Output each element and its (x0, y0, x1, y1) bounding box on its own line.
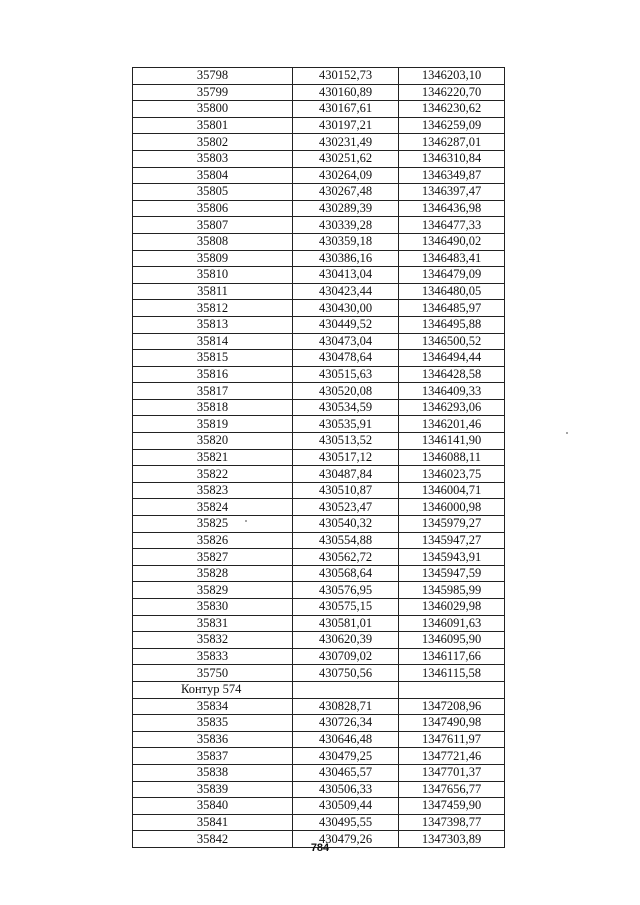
point-number-cell: 35834 (133, 698, 293, 715)
point-number-cell: 35826 (133, 532, 293, 549)
table-row (133, 84, 505, 101)
point-number-cell: 35837 (133, 748, 293, 765)
x-coordinate-cell: 430523,47 (293, 499, 399, 516)
point-number-cell: 35839 (133, 781, 293, 798)
table-row (133, 532, 505, 549)
y-coordinate-cell: 1347611,97 (399, 731, 505, 748)
scan-speck (566, 432, 568, 434)
y-coordinate-cell: 1346480,05 (399, 283, 505, 300)
x-coordinate-cell: 430581,01 (293, 615, 399, 632)
point-number-cell: 35798 (133, 68, 293, 85)
x-coordinate-cell: 430750,56 (293, 665, 399, 682)
x-coordinate-cell: 430430,00 (293, 300, 399, 317)
point-number-cell: 35828 (133, 565, 293, 582)
table-row (133, 167, 505, 184)
table-row (133, 648, 505, 665)
table-row (133, 68, 505, 85)
scan-speck (245, 520, 247, 522)
y-coordinate-cell: 1346485,97 (399, 300, 505, 317)
y-coordinate-cell: 1346117,66 (399, 648, 505, 665)
table-row (133, 366, 505, 383)
point-number-cell: 35836 (133, 731, 293, 748)
y-coordinate-cell: 1346023,75 (399, 466, 505, 483)
table-row (133, 416, 505, 433)
table-row (133, 433, 505, 450)
x-coordinate-cell: 430535,91 (293, 416, 399, 433)
y-coordinate-cell: 1346293,06 (399, 399, 505, 416)
x-coordinate-cell: 430534,59 (293, 399, 399, 416)
point-number-cell: 35819 (133, 416, 293, 433)
point-number-cell: 35816 (133, 366, 293, 383)
x-coordinate-cell: 430510,87 (293, 482, 399, 499)
y-coordinate-cell: 1346310,84 (399, 150, 505, 167)
table-row (133, 283, 505, 300)
y-coordinate-cell: 1347721,46 (399, 748, 505, 765)
table-row (133, 466, 505, 483)
x-coordinate-cell: 430449,52 (293, 316, 399, 333)
point-number-cell: 35817 (133, 383, 293, 400)
point-number-cell: 35825 (133, 516, 293, 533)
y-coordinate-cell: 1346495,88 (399, 316, 505, 333)
table-row (133, 698, 505, 715)
y-coordinate-cell: 1347459,90 (399, 798, 505, 815)
table-row (133, 731, 505, 748)
table-row (133, 615, 505, 632)
x-coordinate-cell: 430726,34 (293, 715, 399, 732)
point-number-cell: 35800 (133, 101, 293, 118)
point-number-cell: 35809 (133, 250, 293, 267)
point-number-cell: 35806 (133, 200, 293, 217)
y-coordinate-cell: 1346349,87 (399, 167, 505, 184)
point-number-cell: 35804 (133, 167, 293, 184)
point-number-cell: 35750 (133, 665, 293, 682)
table-row (133, 316, 505, 333)
coordinates-table (132, 67, 505, 848)
table-row (133, 482, 505, 499)
coordinates-table-body (133, 68, 505, 848)
table-row (133, 200, 505, 217)
x-coordinate-cell: 430478,64 (293, 350, 399, 367)
x-coordinate-cell: 430646,48 (293, 731, 399, 748)
point-number-cell: 35802 (133, 134, 293, 151)
point-number-cell: 35814 (133, 333, 293, 350)
x-coordinate-cell: 430386,16 (293, 250, 399, 267)
point-number-cell: 35813 (133, 316, 293, 333)
x-coordinate-cell: 430465,57 (293, 764, 399, 781)
x-coordinate-cell: 430520,08 (293, 383, 399, 400)
x-coordinate-cell: 430197,21 (293, 117, 399, 134)
x-coordinate-cell: 430575,15 (293, 599, 399, 616)
x-coordinate-cell: 430479,26 (293, 831, 399, 848)
point-number-cell: 35838 (133, 764, 293, 781)
x-coordinate-cell: 430423,44 (293, 283, 399, 300)
point-number-cell: 35823 (133, 482, 293, 499)
x-coordinate-cell: 430264,09 (293, 167, 399, 184)
y-coordinate-cell: 1346203,10 (399, 68, 505, 85)
x-coordinate-cell: 430562,72 (293, 549, 399, 566)
x-coordinate-cell: 430473,04 (293, 333, 399, 350)
empty-cell (399, 681, 505, 698)
y-coordinate-cell: 1346479,09 (399, 267, 505, 284)
y-coordinate-cell: 1346095,90 (399, 632, 505, 649)
x-coordinate-cell: 430568,64 (293, 565, 399, 582)
y-coordinate-cell: 1345985,99 (399, 582, 505, 599)
y-coordinate-cell: 1346436,98 (399, 200, 505, 217)
x-coordinate-cell: 430540,32 (293, 516, 399, 533)
x-coordinate-cell: 430709,02 (293, 648, 399, 665)
y-coordinate-cell: 1346115,58 (399, 665, 505, 682)
x-coordinate-cell: 430509,44 (293, 798, 399, 815)
table-row (133, 632, 505, 649)
x-coordinate-cell: 430251,62 (293, 150, 399, 167)
x-coordinate-cell: 430487,84 (293, 466, 399, 483)
x-coordinate-cell: 430160,89 (293, 84, 399, 101)
x-coordinate-cell: 430513,52 (293, 433, 399, 450)
point-number-cell: 35830 (133, 599, 293, 616)
point-number-cell: 35831 (133, 615, 293, 632)
point-number-cell: 35822 (133, 466, 293, 483)
y-coordinate-cell: 1347490,98 (399, 715, 505, 732)
y-coordinate-cell: 1346230,62 (399, 101, 505, 118)
x-coordinate-cell: 430495,55 (293, 814, 399, 831)
y-coordinate-cell: 1345943,91 (399, 549, 505, 566)
x-coordinate-cell: 430479,25 (293, 748, 399, 765)
table-row (133, 665, 505, 682)
point-number-cell: 35821 (133, 449, 293, 466)
y-coordinate-cell: 1346494,44 (399, 350, 505, 367)
x-coordinate-cell: 430359,18 (293, 233, 399, 250)
table-row (133, 333, 505, 350)
y-coordinate-cell: 1347701,37 (399, 764, 505, 781)
y-coordinate-cell: 1346004,71 (399, 482, 505, 499)
y-coordinate-cell: 1346409,33 (399, 383, 505, 400)
table-row (133, 748, 505, 765)
table-row (133, 764, 505, 781)
table-row (133, 399, 505, 416)
x-coordinate-cell: 430554,88 (293, 532, 399, 549)
y-coordinate-cell: 1347303,89 (399, 831, 505, 848)
table-row (133, 134, 505, 151)
y-coordinate-cell: 1347398,77 (399, 814, 505, 831)
y-coordinate-cell: 1347656,77 (399, 781, 505, 798)
table-row (133, 814, 505, 831)
y-coordinate-cell: 1347208,96 (399, 698, 505, 715)
table-row (133, 383, 505, 400)
point-number-cell: 35807 (133, 217, 293, 234)
table-row (133, 300, 505, 317)
table-row (133, 499, 505, 516)
table-row (133, 184, 505, 201)
point-number-cell: 35810 (133, 267, 293, 284)
table-row (133, 582, 505, 599)
x-coordinate-cell: 430517,12 (293, 449, 399, 466)
table-row (133, 217, 505, 234)
y-coordinate-cell: 1346428,58 (399, 366, 505, 383)
table-row (133, 250, 505, 267)
y-coordinate-cell: 1346259,09 (399, 117, 505, 134)
table-row (133, 565, 505, 582)
point-number-cell: 35815 (133, 350, 293, 367)
point-number-cell: 35812 (133, 300, 293, 317)
x-coordinate-cell: 430828,71 (293, 698, 399, 715)
table-row (133, 599, 505, 616)
table-row (133, 798, 505, 815)
table-row (133, 233, 505, 250)
point-number-cell: 35801 (133, 117, 293, 134)
x-coordinate-cell: 430231,49 (293, 134, 399, 151)
y-coordinate-cell: 1346000,98 (399, 499, 505, 516)
table-row (133, 781, 505, 798)
y-coordinate-cell: 1346088,11 (399, 449, 505, 466)
point-number-cell: 35818 (133, 399, 293, 416)
point-number-cell: 35805 (133, 184, 293, 201)
y-coordinate-cell: 1345979,27 (399, 516, 505, 533)
table-row (133, 101, 505, 118)
point-number-cell: 35820 (133, 433, 293, 450)
y-coordinate-cell: 1346141,90 (399, 433, 505, 450)
point-number-cell: 35799 (133, 84, 293, 101)
point-number-cell: 35829 (133, 582, 293, 599)
y-coordinate-cell: 1345947,59 (399, 565, 505, 582)
section-row (133, 681, 505, 698)
table-row (133, 350, 505, 367)
x-coordinate-cell: 430576,95 (293, 582, 399, 599)
x-coordinate-cell: 430620,39 (293, 632, 399, 649)
y-coordinate-cell: 1346220,70 (399, 84, 505, 101)
table-row (133, 449, 505, 466)
point-number-cell: 35824 (133, 499, 293, 516)
x-coordinate-cell: 430506,33 (293, 781, 399, 798)
x-coordinate-cell: 430339,28 (293, 217, 399, 234)
table-row (133, 516, 505, 533)
y-coordinate-cell: 1346091,63 (399, 615, 505, 632)
x-coordinate-cell: 430267,48 (293, 184, 399, 201)
x-coordinate-cell: 430167,61 (293, 101, 399, 118)
y-coordinate-cell: 1346287,01 (399, 134, 505, 151)
table-row (133, 117, 505, 134)
table-row (133, 267, 505, 284)
point-number-cell: 35832 (133, 632, 293, 649)
y-coordinate-cell: 1346029,98 (399, 599, 505, 616)
y-coordinate-cell: 1346397,47 (399, 184, 505, 201)
y-coordinate-cell: 1346500,52 (399, 333, 505, 350)
point-number-cell: 35811 (133, 283, 293, 300)
point-number-cell: 35827 (133, 549, 293, 566)
point-number-cell: 35835 (133, 715, 293, 732)
page-number: 784 (310, 842, 330, 854)
point-number-cell: 35808 (133, 233, 293, 250)
y-coordinate-cell: 1346490,02 (399, 233, 505, 250)
point-number-cell: 35842 (133, 831, 293, 848)
section-label: Контур 574 (133, 681, 293, 698)
x-coordinate-cell: 430289,39 (293, 200, 399, 217)
table-row (133, 150, 505, 167)
y-coordinate-cell: 1346477,33 (399, 217, 505, 234)
x-coordinate-cell: 430515,63 (293, 366, 399, 383)
empty-cell (293, 681, 399, 698)
point-number-cell: 35833 (133, 648, 293, 665)
x-coordinate-cell: 430152,73 (293, 68, 399, 85)
x-coordinate-cell: 430413,04 (293, 267, 399, 284)
table-row (133, 715, 505, 732)
y-coordinate-cell: 1345947,27 (399, 532, 505, 549)
point-number-cell: 35803 (133, 150, 293, 167)
point-number-cell: 35840 (133, 798, 293, 815)
point-number-cell: 35841 (133, 814, 293, 831)
y-coordinate-cell: 1346483,41 (399, 250, 505, 267)
table-row (133, 549, 505, 566)
y-coordinate-cell: 1346201,46 (399, 416, 505, 433)
